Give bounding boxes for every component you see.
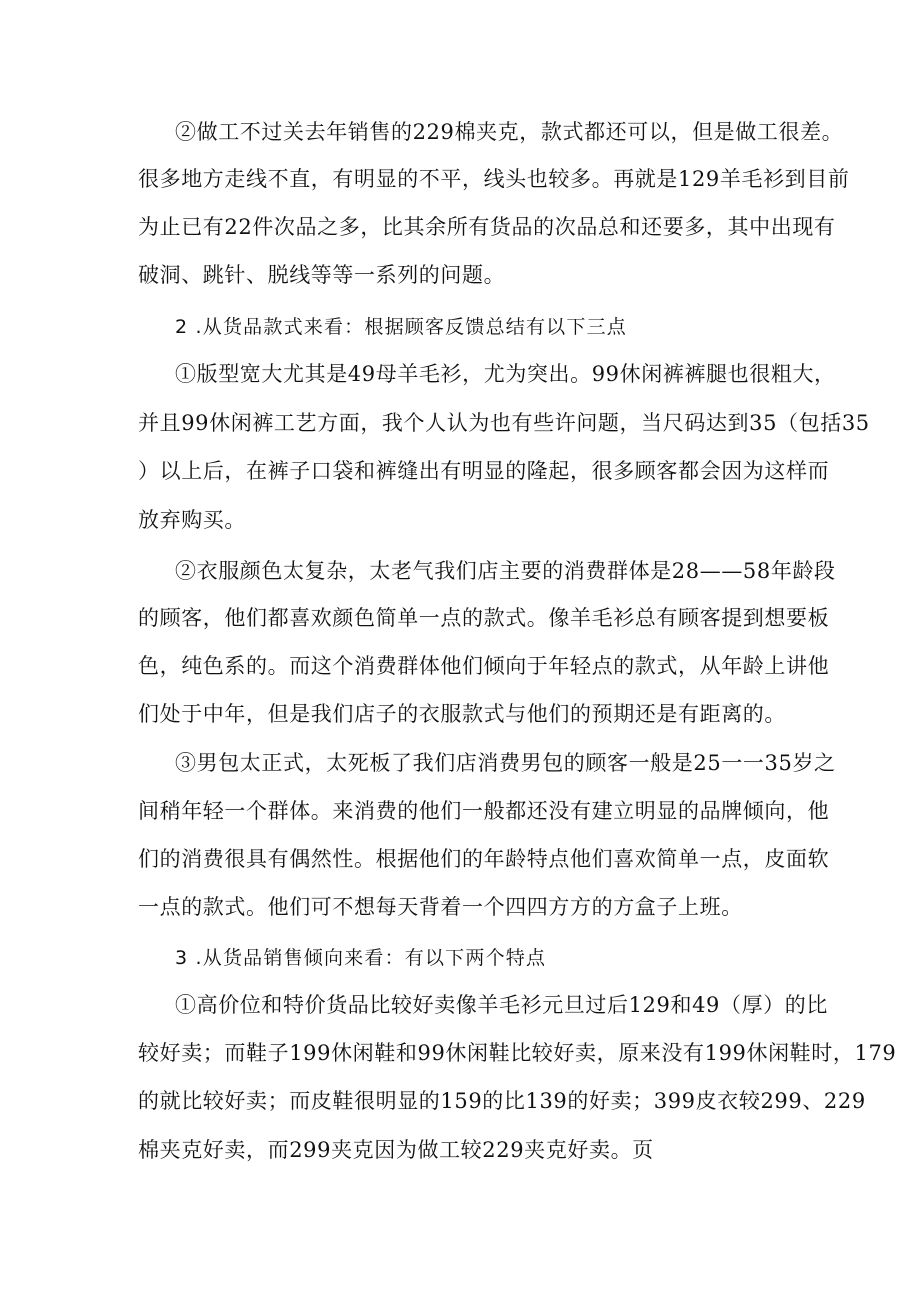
paragraph-line: 们的消费很具有偶然性。根据他们的年龄特点他们喜欢简单一点，皮面软 (138, 847, 830, 871)
paragraph-line: ）以上后，在裤子口袋和裤缝出有明显的隆起，很多顾客都会因为这样而 (138, 459, 830, 483)
paragraph-line: 并且99休闲裤工艺方面，我个人认为也有些许问题，当尺码达到35（包括35 (138, 411, 870, 435)
section-heading: 3 .从货品销售倾向来看：有以下两个特点 (175, 947, 547, 969)
section-heading: 2 .从货品款式来看：根据顾客反馈总结有以下三点 (175, 316, 627, 338)
paragraph-line: 棉夹克好卖，而299夹克因为做工较229夹克好卖。页 (138, 1138, 654, 1162)
paragraph-line: ①高价位和特价货品比较好卖像羊毛衫元旦过后129和49（厚）的比 (175, 993, 829, 1017)
paragraph-line: 破洞、跳针、脱线等等一系列的问题。 (138, 263, 506, 287)
paragraph-line: 为止已有22件次品之多，比其余所有货品的次品总和还要多，其中出现有 (138, 215, 836, 239)
paragraph-line: 一点的款式。他们可不想每天背着一个四四方方的方盒子上班。 (138, 895, 743, 919)
paragraph-line: 们处于中年，但是我们店子的衣服款式与他们的预期还是有距离的。 (138, 702, 786, 726)
paragraph-line: ①版型宽大尤其是49母羊毛衫，尤为突出。99休闲裤裤腿也很粗大， (175, 362, 836, 386)
paragraph-line: ③男包太正式，太死板了我们店消费男包的顾客一般是25一一35岁之 (175, 751, 836, 775)
paragraph-line: 很多地方走线不直，有明显的不平，线头也较多。再就是129羊毛衫到目前 (138, 167, 850, 191)
paragraph-line: 间稍年轻一个群体。来消费的他们一般都还没有建立明显的品牌倾向，他 (138, 799, 830, 823)
paragraph-line: 较好卖；而鞋子199休闲鞋和99休闲鞋比较好卖，原来没有199休闲鞋时，179 (138, 1041, 897, 1065)
paragraph-line: 的就比较好卖；而皮鞋很明显的159的比139的好卖；399皮衣较299、229 (138, 1089, 866, 1113)
paragraph-line: ②做工不过关去年销售的229棉夹克，款式都还可以，但是做工很差。 (175, 120, 844, 144)
paragraph-line: ②衣服颜色太复杂，太老气我们店主要的消费群体是28——58年龄段 (175, 559, 836, 583)
paragraph-line: 放弃购买。 (138, 508, 246, 532)
paragraph-line: 色，纯色系的。而这个消费群体他们倾向于年轻点的款式，从年龄上讲他 (138, 654, 830, 678)
paragraph-line: 的顾客，他们都喜欢颜色简单一点的款式。像羊毛衫总有顾客提到想要板 (138, 606, 830, 630)
